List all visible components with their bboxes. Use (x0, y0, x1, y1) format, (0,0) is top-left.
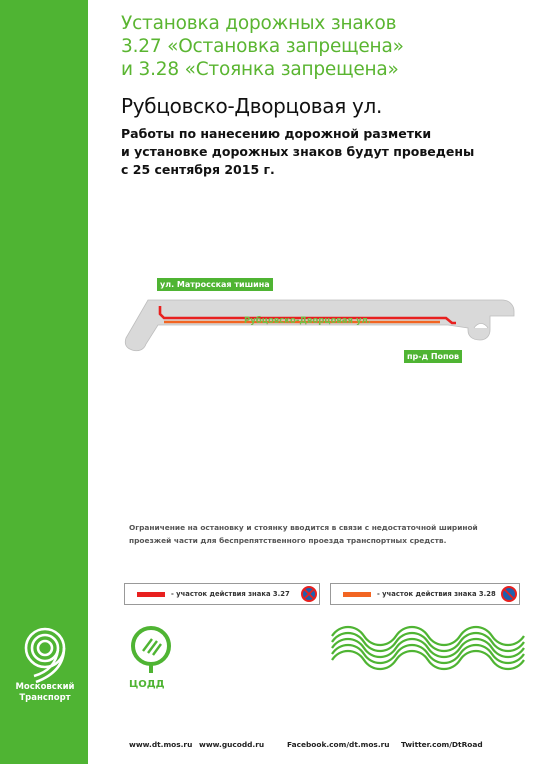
sidebar-label-line-1: Московский (15, 682, 75, 692)
title-line-2: 3.27 «Остановка запрещена» (121, 36, 404, 57)
legend-text: - участок действия знака 3.28 (377, 590, 496, 598)
legend-swatch-orange (343, 592, 371, 597)
sidebar-brand-strip (0, 0, 88, 764)
legend-item-3-27 (124, 583, 320, 605)
no-stopping-sign-icon (301, 586, 317, 602)
label-popov: пр-д Попов (404, 350, 462, 363)
page-title (121, 12, 404, 81)
sidebar-brand-label (6, 682, 84, 704)
footer-link-gucodd[interactable]: www.gucodd.ru (199, 740, 265, 749)
no-parking-sign-icon (501, 586, 517, 602)
title-line-1: Установка дорожных знаков (121, 13, 397, 34)
works-line-2: и установке дорожных знаков будут проведены (121, 144, 475, 159)
footer-link-dt[interactable]: www.dt.mos.ru (129, 740, 193, 749)
works-line-1: Работы по нанесению дорожной разметки (121, 126, 432, 141)
label-matrosskaya: ул. Матросская тишина (157, 278, 273, 291)
codd-logo-icon (128, 625, 174, 673)
codd-label: ЦОДД (129, 679, 165, 690)
legend-swatch-red (137, 592, 165, 597)
restriction-note (129, 521, 478, 547)
footer-link-twitter[interactable]: Twitter.com/DtRoad (401, 740, 483, 749)
title-line-3: и 3.28 «Стоянка запрещена» (121, 59, 399, 80)
legend-item-3-28 (330, 583, 520, 605)
moscow-transport-logo-icon (18, 626, 72, 684)
label-rubtsovsko: Рубцовско-Дворцовая ул. (244, 316, 371, 326)
mos-logo-icon (330, 622, 526, 674)
legend-text: - участок действия знака 3.27 (171, 590, 290, 598)
works-line-3: с 25 сентября 2015 г. (121, 162, 275, 177)
footer-link-facebook[interactable]: Facebook.com/dt.mos.ru (287, 740, 390, 749)
sidebar-label-line-2: Транспорт (19, 693, 71, 703)
street-name: Рубцовско-Дворцовая ул. (121, 94, 383, 118)
note-line-1: Ограничение на остановку и стоянку вводится в связи с недостаточной шириной (129, 523, 478, 532)
note-line-2: проезжей части для беспрепятственного проезда транспортных средств. (129, 536, 447, 545)
works-announcement (121, 125, 474, 179)
